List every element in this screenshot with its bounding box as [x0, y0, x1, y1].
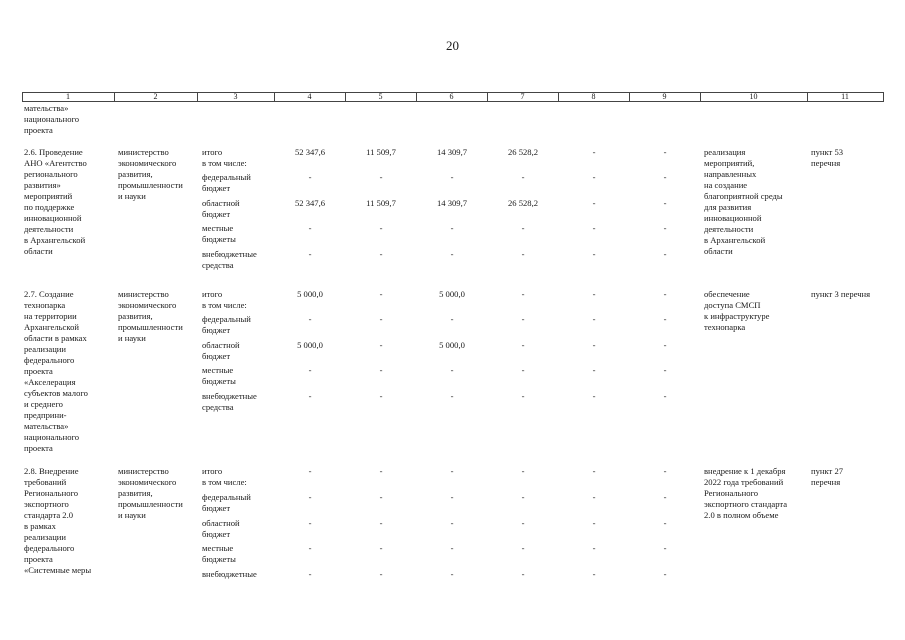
value-cell: - [663, 340, 667, 350]
value-cell: - [592, 198, 596, 208]
value-cell: - [521, 314, 525, 324]
value-cell: - [521, 518, 525, 528]
value-cell: - [663, 466, 667, 476]
value-cell: - [308, 365, 312, 375]
value-cell: - [592, 543, 596, 553]
source-label: местные бюджеты [202, 543, 236, 564]
column-number: 1 [66, 92, 70, 101]
value-cell: - [663, 365, 667, 375]
source-label: местные бюджеты [202, 223, 236, 244]
value-cell: - [592, 518, 596, 528]
list-reference: пункт 3 перечня [811, 289, 871, 299]
value-cell: - [592, 314, 596, 324]
value-cell: - [592, 172, 596, 182]
value-cell: - [592, 466, 596, 476]
column-number: 5 [378, 92, 383, 101]
value-cell: - [308, 249, 312, 259]
source-label: местные бюджеты [202, 365, 236, 386]
expected-result: обеспечение доступа СМСП к инфраструктуре технопарка [704, 289, 770, 332]
expected-result: внедрение к 1 декабря 2022 года требований Регионального экспортного стандарта 2.0 в полном объеме [704, 466, 788, 520]
value-cell: - [379, 249, 383, 259]
source-label: федеральный бюджет [202, 492, 251, 513]
value-cell: - [663, 223, 667, 233]
source-label: итого в том числе: [202, 289, 247, 310]
value-cell: - [379, 569, 383, 579]
value-cell: - [450, 518, 454, 528]
source-label: внебюджетные средства [202, 249, 257, 270]
value-cell: - [379, 466, 383, 476]
value-cell: 52 347,6 [294, 147, 326, 157]
value-cell: - [521, 569, 525, 579]
value-cell: - [521, 365, 525, 375]
value-cell: - [663, 314, 667, 324]
value-cell: 14 309,7 [436, 147, 468, 157]
value-cell: - [663, 289, 667, 299]
value-cell: 5 000,0 [439, 340, 465, 350]
value-cell: - [379, 391, 383, 401]
value-cell: - [521, 172, 525, 182]
column-number: 2 [153, 92, 158, 101]
value-cell: - [308, 223, 312, 233]
measure-name: 2.8. Внедрение требований Регионального экспортного стандарта 2.0 в рамках реализации федерального проекта «Системные меры [24, 466, 92, 575]
value-cell: - [450, 466, 454, 476]
source-label: областной бюджет [202, 340, 240, 361]
column-number: 10 [749, 92, 758, 101]
value-cell: - [379, 223, 383, 233]
column-number: 7 [520, 92, 525, 101]
value-cell: - [379, 340, 383, 350]
value-cell: 11 509,7 [366, 198, 396, 208]
expected-result: реализация мероприятий, направленных на создание благоприятной среды для развития инновационной деятельности в Архангельской области [704, 147, 783, 256]
column-number: 11 [841, 92, 849, 101]
value-cell: 5 000,0 [297, 340, 323, 350]
value-cell: - [308, 543, 312, 553]
value-cell: - [379, 518, 383, 528]
value-cell: - [663, 518, 667, 528]
value-cell: - [308, 391, 312, 401]
column-number: 4 [307, 92, 312, 101]
value-cell: - [379, 543, 383, 553]
value-cell: - [450, 569, 454, 579]
column-number: 3 [233, 92, 238, 101]
value-cell: - [379, 365, 383, 375]
value-cell: - [450, 249, 454, 259]
column-divider [883, 92, 884, 102]
value-cell: - [521, 543, 525, 553]
page-number: 20 [446, 38, 459, 53]
value-cell: - [450, 223, 454, 233]
value-cell: - [663, 172, 667, 182]
source-label: внебюджетные [202, 569, 257, 579]
value-cell: 26 528,2 [507, 147, 539, 157]
value-cell: - [379, 289, 383, 299]
value-cell: - [592, 223, 596, 233]
value-cell: - [308, 172, 312, 182]
list-reference: пункт 27 перечня [811, 466, 844, 487]
source-label: внебюджетные средства [202, 391, 257, 412]
value-cell: - [379, 172, 383, 182]
value-cell: - [592, 391, 596, 401]
value-cell: - [308, 569, 312, 579]
value-cell: - [450, 391, 454, 401]
value-cell: - [450, 314, 454, 324]
source-label: федеральный бюджет [202, 172, 251, 193]
measure-name: 2.7. Создание технопарка на территории Архангельской области в рамках реализации федерального проекта «Акселерация субъектов малого и среднего предприни- мательства» национального проекта [24, 289, 88, 453]
value-cell: 52 347,6 [294, 198, 326, 208]
value-cell: - [663, 249, 667, 259]
source-label: итого в том числе: [202, 466, 247, 487]
value-cell: - [592, 569, 596, 579]
value-cell: 11 509,7 [366, 147, 396, 157]
value-cell: - [592, 147, 596, 157]
source-label: областной бюджет [202, 518, 240, 539]
value-cell: - [521, 466, 525, 476]
value-cell: - [450, 172, 454, 182]
responsible-executor: министерство экономического развития, промышленности и науки [118, 289, 183, 343]
value-cell: - [308, 492, 312, 502]
value-cell: - [450, 365, 454, 375]
column-number: 9 [662, 92, 667, 101]
value-cell: - [521, 289, 525, 299]
source-label: итого в том числе: [202, 147, 247, 168]
value-cell: - [379, 314, 383, 324]
value-cell: - [521, 391, 525, 401]
list-reference: пункт 53 перечня [811, 147, 844, 168]
source-label: областной бюджет [202, 198, 240, 219]
responsible-executor: министерство экономического развития, промышленности и науки [118, 147, 183, 201]
source-label: федеральный бюджет [202, 314, 251, 335]
value-cell: - [521, 340, 525, 350]
value-cell: - [521, 249, 525, 259]
column-number: 8 [591, 92, 596, 101]
value-cell: 14 309,7 [436, 198, 468, 208]
value-cell: - [592, 492, 596, 502]
value-cell: - [308, 466, 312, 476]
value-cell: - [308, 518, 312, 528]
column-number: 6 [449, 92, 454, 101]
value-cell: - [663, 492, 667, 502]
value-cell: - [663, 569, 667, 579]
value-cell: - [592, 249, 596, 259]
value-cell: - [663, 198, 667, 208]
value-cell: 26 528,2 [507, 198, 539, 208]
carryover-text: мательства» национального проекта [24, 103, 80, 135]
value-cell: 5 000,0 [297, 289, 323, 299]
value-cell: - [663, 543, 667, 553]
value-cell: - [592, 365, 596, 375]
measure-name: 2.6. Проведение АНО «Агентство регионального развития» мероприятий по поддержке инновационной деятельности в Архангельской области [24, 147, 87, 256]
value-cell: 5 000,0 [439, 289, 465, 299]
value-cell: - [521, 492, 525, 502]
value-cell: - [450, 543, 454, 553]
value-cell: - [663, 391, 667, 401]
responsible-executor: министерство экономического развития, промышленности и науки [118, 466, 183, 520]
value-cell: - [521, 223, 525, 233]
value-cell: - [592, 340, 596, 350]
value-cell: - [663, 147, 667, 157]
value-cell: - [592, 289, 596, 299]
value-cell: - [308, 314, 312, 324]
value-cell: - [379, 492, 383, 502]
value-cell: - [450, 492, 454, 502]
